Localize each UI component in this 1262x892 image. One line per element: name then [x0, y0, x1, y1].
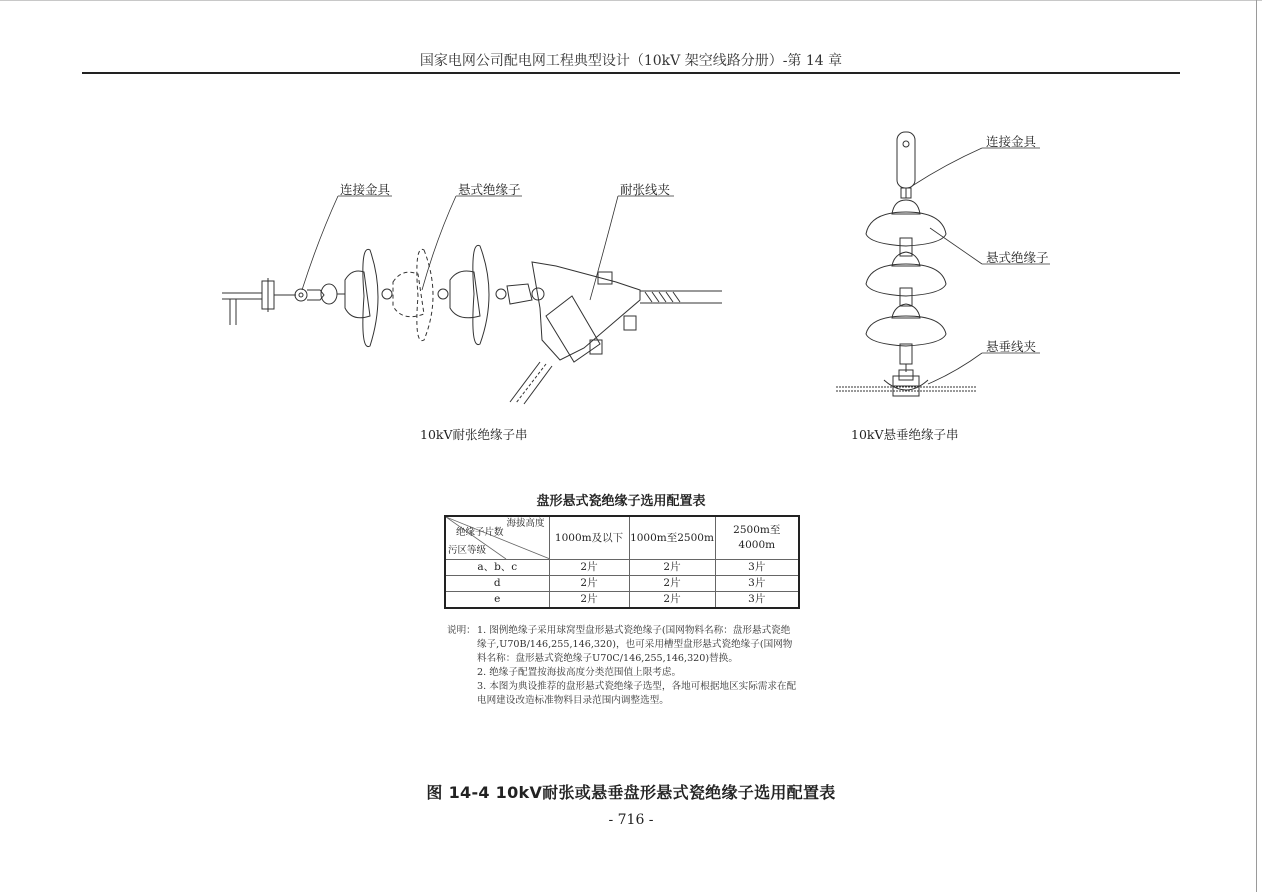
table-cell: 2片: [629, 592, 715, 609]
corner-top-label: 海拔高度: [506, 518, 545, 529]
label-suspension-insulator-2: 悬式绝缘子: [986, 250, 1049, 265]
corner-middle-label: 绝缘子片数: [456, 527, 504, 538]
page-number: - 716 -: [608, 812, 654, 828]
notes-list: [447, 624, 797, 708]
note-item: 2. 绝缘子配置按海拔高度分类范围值上限考虑。: [477, 667, 682, 678]
table-cell: 2片: [549, 560, 629, 576]
suspension-string-caption: 10kV悬垂绝缘子串: [851, 427, 959, 442]
column-header: 1000m至2500m: [629, 516, 715, 560]
label-strain-clamp: 耐张线夹: [620, 182, 671, 197]
table-cell: 2片: [629, 576, 715, 592]
table-row: [445, 576, 799, 592]
label-link-fitting: 连接金具: [340, 182, 391, 197]
strain-string-caption: 10kV耐张绝缘子串: [420, 427, 528, 442]
table-cell: 2片: [549, 576, 629, 592]
figure-title: 图 14-4 10kV耐张或悬垂盘形悬式瓷绝缘子选用配置表: [426, 783, 836, 802]
label-link-fitting-2: 连接金具: [986, 134, 1037, 149]
column-header: 1000m及以下: [549, 516, 629, 560]
table-corner-cell: [445, 516, 549, 560]
page-header: 国家电网公司配电网工程典型设计（10kV 架空线路分册）-第 14 章: [419, 53, 843, 69]
table-cell: 3片: [715, 592, 799, 609]
row-grade: d: [445, 576, 549, 592]
corner-bottom-label: 污区等级: [448, 545, 487, 556]
table-header-row: [445, 516, 799, 560]
table-cell: 3片: [715, 576, 799, 592]
label-suspension-clamp: 悬垂线夹: [986, 339, 1037, 354]
insulator-config-table: [444, 515, 800, 609]
row-grade: e: [445, 592, 549, 609]
label-suspension-insulator: 悬式绝缘子: [458, 182, 521, 197]
table-row: [445, 592, 799, 609]
strain-insulator-string-drawing: [222, 245, 722, 404]
notes-block: [447, 624, 797, 708]
table-cell: 2片: [549, 592, 629, 609]
table-cell: 3片: [715, 560, 799, 576]
suspension-insulator-string-drawing: [836, 132, 976, 396]
note-item: 1. 图例绝缘子采用球窝型盘形悬式瓷绝缘子(国网物料名称：盘形悬式瓷绝缘子,U70B/146,255,146,320)，也可采用槽型盘形悬式瓷绝缘子(国网物料名称：盘形悬式瓷绝缘子U70C/146,255,146,320)替换。: [477, 625, 793, 664]
table-row: [445, 560, 799, 576]
table-title: 盘形悬式瓷绝缘子选用配置表: [536, 494, 706, 509]
column-header: 2500m至4000m: [715, 516, 799, 560]
table-cell: 2片: [629, 560, 715, 576]
notes-lead: 说明：: [447, 625, 476, 636]
note-item: 3. 本图为典设推荐的盘形悬式瓷绝缘子选型，各地可根据地区实际需求在配电网建设改造标准物料目录范围内调整选型。: [477, 681, 797, 706]
row-grade: a、b、c: [445, 560, 549, 576]
